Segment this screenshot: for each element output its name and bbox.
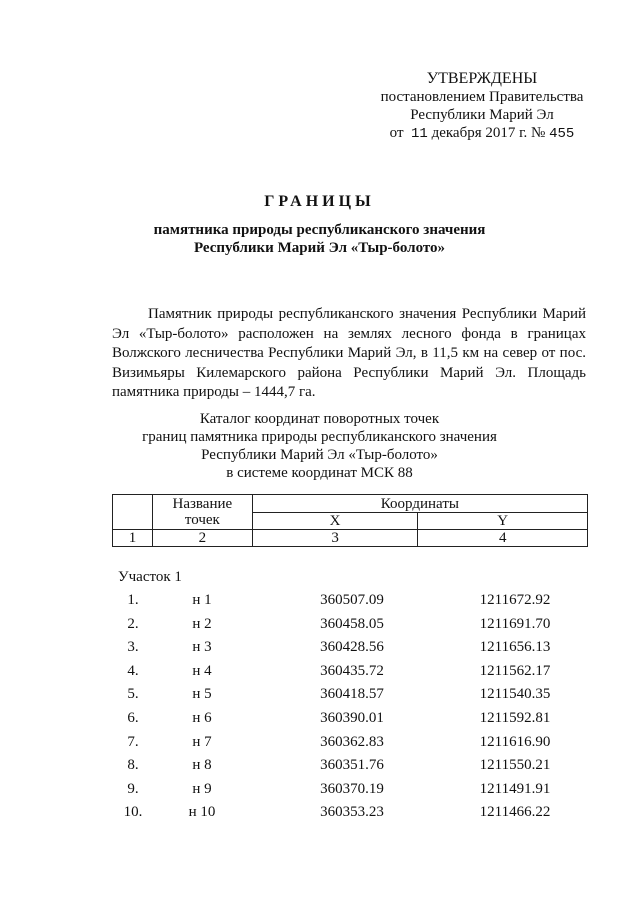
point-y: 1211562.17 [479,662,551,679]
point-x: 360351.76 [320,757,384,774]
table-row [112,757,588,781]
point-x: 360370.19 [320,780,384,797]
table-row [112,639,588,663]
approval-block [372,70,592,143]
point-y: 1211592.81 [479,709,551,726]
approval-date-line [372,124,592,143]
point-x: 360390.01 [320,709,384,726]
catalog-heading [0,410,639,482]
point-y: 1211550.21 [479,757,551,774]
catalog-line1: Каталог координат поворотных точек [199,411,440,427]
approval-number: 455 [549,126,575,142]
point-y: 1211540.35 [479,686,551,703]
point-name: н 5 [192,686,212,703]
document-subtitle [0,221,639,257]
col-num-1: 1 [113,530,153,547]
approval-date-prefix: от [389,125,404,141]
point-name: н 2 [192,615,212,632]
point-y: 1211466.22 [479,804,551,821]
points-list [112,592,588,828]
point-name: н 3 [192,639,212,656]
point-x: 360458.05 [320,615,384,632]
point-number: 8. [127,757,139,774]
header-name-line1: Название [172,496,233,512]
point-x: 360362.83 [320,733,384,750]
point-number: 4. [127,662,139,679]
point-name: н 6 [192,709,212,726]
description-paragraph: Памятник природы республиканского значения Республики Марий Эл «Тыр-болото» расположен на землях лесного фонда в границах Волжского лесничества Республики Марий Эл, в 11,5 км на север от пос. Визимьяры Килемарского района Республики Марий Эл. Площадь памятника природы – 1444,7 га. [112,306,586,400]
point-y: 1211616.90 [479,733,551,750]
table-row [112,804,588,828]
approval-line1: постановлением Правительства [380,89,584,105]
header-x: X [252,513,418,530]
point-name: н 4 [192,662,212,679]
header-cell-num [113,495,153,530]
approval-day: 11 [411,126,428,142]
header-coords: Координаты [252,495,587,513]
point-x: 360418.57 [320,686,384,703]
col-num-4: 4 [418,530,588,547]
point-x: 360353.23 [320,804,384,821]
point-y: 1211672.92 [479,592,551,608]
point-name: н 9 [192,780,212,797]
point-name: н 8 [192,757,212,774]
table-row [112,663,588,687]
subtitle-line1: памятника природы республиканского значения [153,222,486,238]
table-row [112,592,588,616]
point-y: 1211656.13 [479,639,551,656]
point-name: н 10 [188,804,216,821]
catalog-line4: в системе координат МСК 88 [226,465,413,481]
header-y: Y [418,513,588,530]
point-x: 360428.56 [320,639,384,656]
document-title: ГРАНИЦЫ [264,193,375,210]
point-name: н 1 [192,592,212,608]
col-num-3: 3 [252,530,418,547]
subtitle-line2: Республики Марий Эл «Тыр-болото» [193,240,446,256]
table-row [112,686,588,710]
header-name-line2: точек [184,512,220,528]
point-number: 2. [127,615,139,632]
point-x: 360507.09 [320,592,384,608]
table-row [112,734,588,758]
approval-heading: УТВЕРЖДЕНЫ [426,70,538,87]
point-number: 6. [127,709,139,726]
catalog-line2: границ памятника природы республиканского значения [142,429,497,445]
catalog-line3: Республики Марий Эл «Тыр-болото» [201,447,438,463]
col-num-2: 2 [152,530,252,547]
point-number: 9. [127,780,139,797]
table-row [112,710,588,734]
header-cell-name [152,495,252,530]
point-number: 3. [127,639,139,656]
point-y: 1211691.70 [479,615,551,632]
section-label: Участок 1 [118,569,182,585]
point-y: 1211491.91 [479,780,551,797]
point-number: 7. [127,733,139,750]
approval-month-year: декабря 2017 г. № [431,125,546,141]
point-x: 360435.72 [320,662,384,679]
point-name: н 7 [192,733,212,750]
point-number: 1. [127,592,139,608]
point-number: 10. [123,804,143,821]
point-number: 5. [127,686,139,703]
table-row [112,781,588,805]
approval-line2: Республики Марий Эл [410,107,554,123]
coordinates-header-table [112,494,588,547]
table-row [112,616,588,640]
